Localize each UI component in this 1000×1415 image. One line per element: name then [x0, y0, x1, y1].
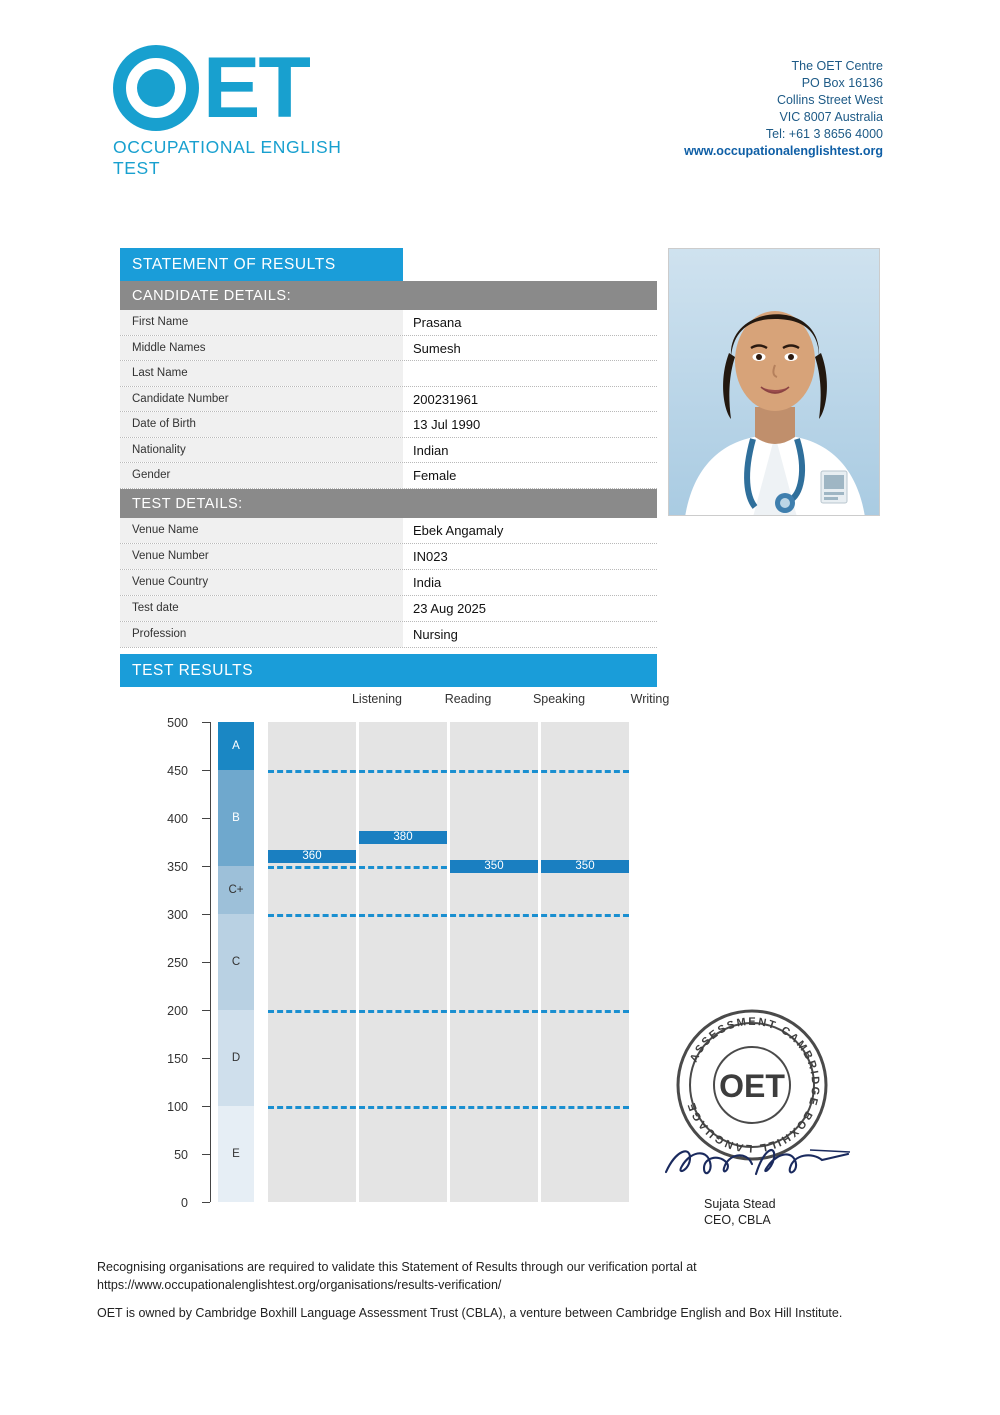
y-tick-label: 500	[167, 716, 188, 730]
chart-column-header-speaking: Speaking	[532, 692, 586, 706]
table-row	[120, 596, 657, 622]
candidate-details-header: CANDIDATE DETAILS:	[120, 281, 657, 310]
row-value: Nursing	[403, 622, 657, 647]
row-value: Ebek Angamaly	[403, 518, 657, 543]
table-row	[120, 570, 657, 596]
document-header	[0, 0, 1000, 215]
threshold-line-450	[268, 770, 629, 773]
table-row	[120, 336, 657, 362]
y-tick	[167, 1052, 210, 1066]
y-tick-label: 450	[167, 764, 188, 778]
table-row	[120, 310, 657, 336]
row-label: Last Name	[120, 361, 403, 386]
signatory-block	[704, 1196, 776, 1228]
test-results-chart	[120, 682, 680, 1222]
y-tick	[167, 764, 210, 778]
row-value: Indian	[403, 438, 657, 463]
signatory-name: Sujata Stead	[704, 1197, 776, 1211]
footer-verification-text	[97, 1258, 917, 1294]
threshold-line-200	[268, 1010, 629, 1013]
signature-stroke	[660, 1138, 860, 1188]
chart-column-speaking	[450, 722, 538, 1202]
y-tick-label: 400	[167, 812, 188, 826]
address-line-3: Collins Street West	[776, 93, 883, 107]
score-bar-reading: 380	[359, 831, 447, 844]
signatory-role: CEO, CBLA	[704, 1213, 771, 1227]
row-value: India	[403, 570, 657, 595]
row-value: 200231961	[403, 387, 657, 412]
row-value: Sumesh	[403, 336, 657, 361]
y-tick	[167, 812, 210, 826]
row-value: Prasana	[403, 310, 657, 335]
document-footer	[97, 1258, 917, 1332]
table-row	[120, 622, 657, 648]
row-label: Venue Name	[120, 518, 403, 543]
threshold-line-100	[268, 1106, 629, 1109]
row-label: Middle Names	[120, 336, 403, 361]
chart-column-listening	[268, 722, 356, 1202]
oet-logo	[113, 40, 393, 179]
y-tick-label: 0	[181, 1196, 188, 1210]
y-tick	[167, 716, 210, 730]
table-row	[120, 518, 657, 544]
oet-website-link[interactable]: www.occupationalenglishtest.org	[684, 144, 883, 158]
chart-column-header-listening: Listening	[351, 692, 403, 706]
row-label: Profession	[120, 622, 403, 647]
oet-logo-subtitle: OCCUPATIONAL ENGLISH TEST	[113, 137, 342, 178]
score-bar-writing: 350	[541, 860, 629, 873]
chart-column-reading	[359, 722, 447, 1202]
row-value: 23 Aug 2025	[403, 596, 657, 621]
table-row	[120, 361, 657, 387]
logo-o-icon	[113, 45, 199, 131]
grade-band-c: C	[218, 914, 254, 1010]
threshold-line-300	[268, 914, 629, 917]
score-bar-speaking: 350	[450, 860, 538, 873]
address-line-1: The OET Centre	[791, 59, 883, 73]
svg-text:ASSESSMENT CAMBRIDGE BOXHILL: ASSESSMENT CAMBRIDGE BOXHILL LANGUAGE	[685, 1015, 822, 1155]
grade-band-e: E	[218, 1106, 254, 1202]
oet-centre-address	[684, 58, 883, 160]
grade-band-cplus: C+	[218, 866, 254, 914]
y-tick-label: 350	[167, 860, 188, 874]
row-value: Female	[403, 463, 657, 488]
candidate-photo	[668, 248, 880, 516]
y-tick	[167, 860, 210, 874]
y-tick	[167, 1100, 210, 1114]
row-label: Venue Country	[120, 570, 403, 595]
y-tick	[167, 1004, 210, 1018]
table-row	[120, 438, 657, 464]
y-tick	[167, 908, 210, 922]
chart-column-writing	[541, 722, 629, 1202]
y-tick-label: 50	[174, 1148, 188, 1162]
test-results-title: TEST RESULTS	[120, 654, 657, 687]
footer-line-1: Recognising organisations are required to validate this Statement of Results through our verification portal at	[97, 1260, 697, 1274]
table-row	[120, 412, 657, 438]
y-tick	[174, 1148, 210, 1162]
row-label: Date of Birth	[120, 412, 403, 437]
grade-band-d: D	[218, 1010, 254, 1106]
grade-band-a: A	[218, 722, 254, 770]
y-tick-label: 100	[167, 1100, 188, 1114]
y-tick-label: 200	[167, 1004, 188, 1018]
oet-logo-mark	[113, 40, 393, 136]
y-tick	[181, 1196, 210, 1210]
row-value	[403, 361, 657, 386]
chart-column-header-writing: Writing	[630, 692, 670, 706]
row-label: Nationality	[120, 438, 403, 463]
statement-title: STATEMENT OF RESULTS	[120, 248, 403, 281]
table-row	[120, 463, 657, 489]
footer-ownership-text: OET is owned by Cambridge Boxhill Language Assessment Trust (CBLA), a venture between Cambridge English and Box Hill Institute.	[97, 1306, 843, 1320]
address-line-2: PO Box 16136	[801, 76, 883, 90]
row-label: First Name	[120, 310, 403, 335]
candidate-photo-image	[669, 249, 880, 516]
y-tick-label: 150	[167, 1052, 188, 1066]
y-tick	[167, 956, 210, 970]
chart-plot-area	[167, 716, 610, 1210]
row-value: 13 Jul 1990	[403, 412, 657, 437]
score-bar-listening: 360	[268, 850, 356, 863]
svg-text:OET: OET	[719, 1068, 785, 1104]
address-line-4: VIC 8007 Australia	[779, 110, 883, 124]
row-label: Candidate Number	[120, 387, 403, 412]
logo-et-text: ET	[203, 40, 309, 136]
y-tick-label: 250	[167, 956, 188, 970]
address-line-5: Tel: +61 3 8656 4000	[765, 127, 883, 141]
y-tick-label: 300	[167, 908, 188, 922]
test-details-header: TEST DETAILS:	[120, 489, 657, 518]
row-label: Test date	[120, 596, 403, 621]
chart-column-header-reading: Reading	[444, 692, 492, 706]
row-label: Gender	[120, 463, 403, 488]
signature-image	[660, 1138, 860, 1188]
row-value: IN023	[403, 544, 657, 569]
row-label: Venue Number	[120, 544, 403, 569]
table-row	[120, 387, 657, 413]
results-panel	[120, 248, 657, 687]
y-axis-line	[210, 722, 211, 1202]
footer-verification-url[interactable]: https://www.occupationalenglishtest.org/organisations/results-verification/	[97, 1278, 502, 1292]
grade-band-b: B	[218, 770, 254, 866]
table-row	[120, 544, 657, 570]
